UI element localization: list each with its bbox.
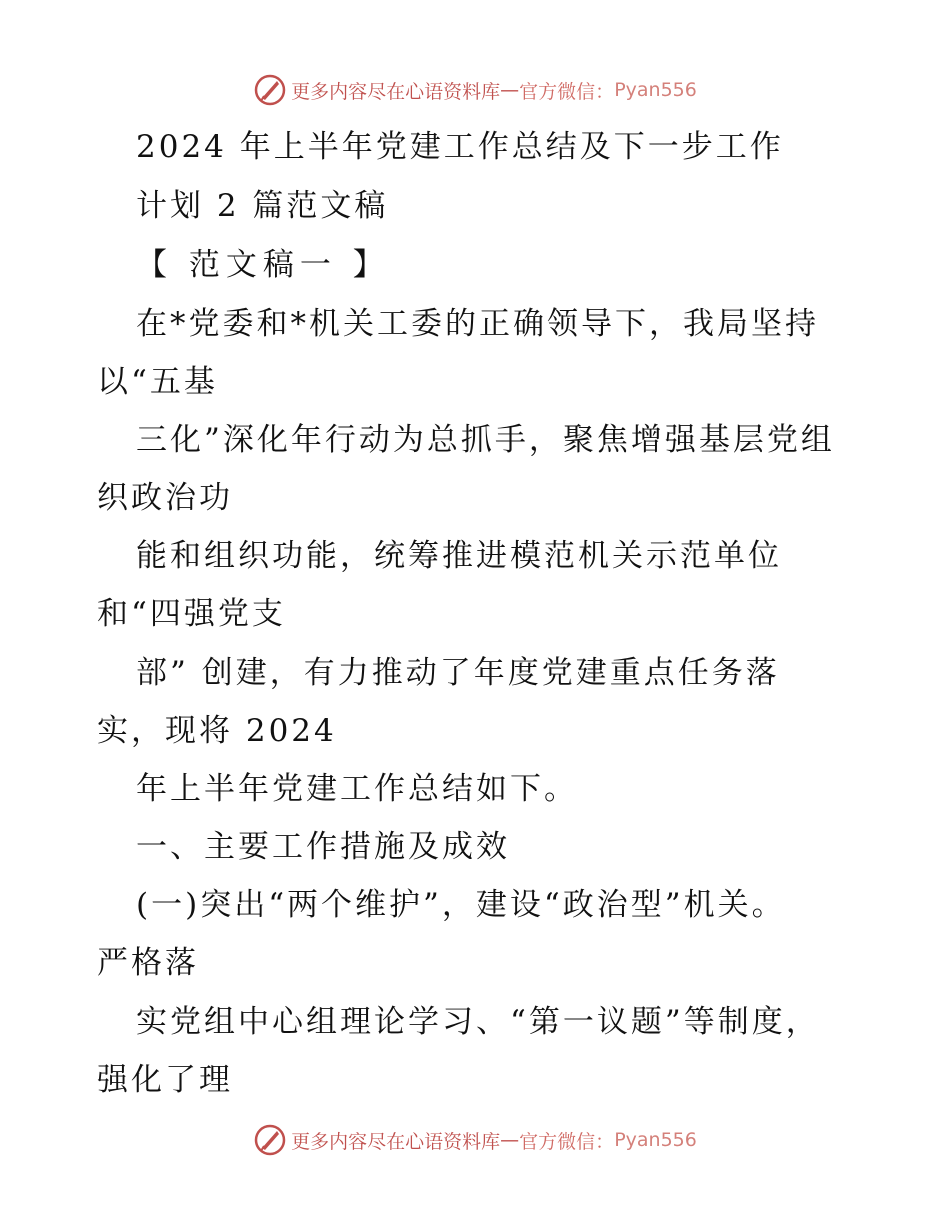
- paragraph-line: 和“四强党支: [97, 596, 286, 632]
- paragraph-line: 年上半年党建工作总结如下。: [136, 771, 578, 807]
- watermark-separator: —: [500, 79, 520, 101]
- paragraph-line: 在*党委和*机关工委的正确领导下，我局坚持: [136, 306, 819, 342]
- quill-logo-icon: [253, 1123, 287, 1157]
- doc-title-line-2: 计划 2 篇范文稿: [136, 188, 389, 224]
- watermark-official-label: 官方微信：: [519, 1130, 615, 1153]
- subsection-heading: (一)突出“两个维护”，建设“政治型”机关。: [136, 887, 786, 923]
- paragraph-line: 三化”深化年行动为总抓手，聚焦增强基层党组: [136, 422, 835, 458]
- watermark-brand: 更多内容尽在心语资料库: [291, 1130, 501, 1153]
- doc-title-line-1: 2024 年上半年党建工作总结及下一步工作: [136, 129, 784, 165]
- paragraph-line: 部” 创建，有力推动了年度党建重点任务落: [136, 655, 780, 691]
- paragraph-line: 能和组织功能，统筹推进模范机关示范单位: [136, 538, 782, 574]
- paragraph-line: 织政治功: [97, 480, 233, 516]
- watermark-wechat-id: Pyan556: [614, 79, 697, 101]
- paragraph-line: 严格落: [97, 945, 199, 981]
- section-heading: 一、主要工作措施及成效: [136, 829, 510, 865]
- paragraph-line: 强化了理: [97, 1062, 233, 1098]
- watermark-official-label: 官方微信：: [519, 80, 615, 103]
- paragraph-line: 以“五基: [97, 364, 218, 400]
- paragraph-line: 实，现将 2024: [97, 713, 337, 749]
- quill-logo-icon: [253, 73, 287, 107]
- watermark-separator: —: [500, 1129, 520, 1151]
- section-tag: 【 范文稿一 】: [136, 247, 390, 283]
- watermark-brand: 更多内容尽在心语资料库: [291, 80, 501, 103]
- paragraph-line: 实党组中心组理论学习、“第一议题”等制度，: [136, 1004, 820, 1040]
- watermark-wechat-id: Pyan556: [614, 1129, 697, 1151]
- footer-watermark: [0, 1120, 950, 1160]
- header-watermark: [0, 70, 950, 110]
